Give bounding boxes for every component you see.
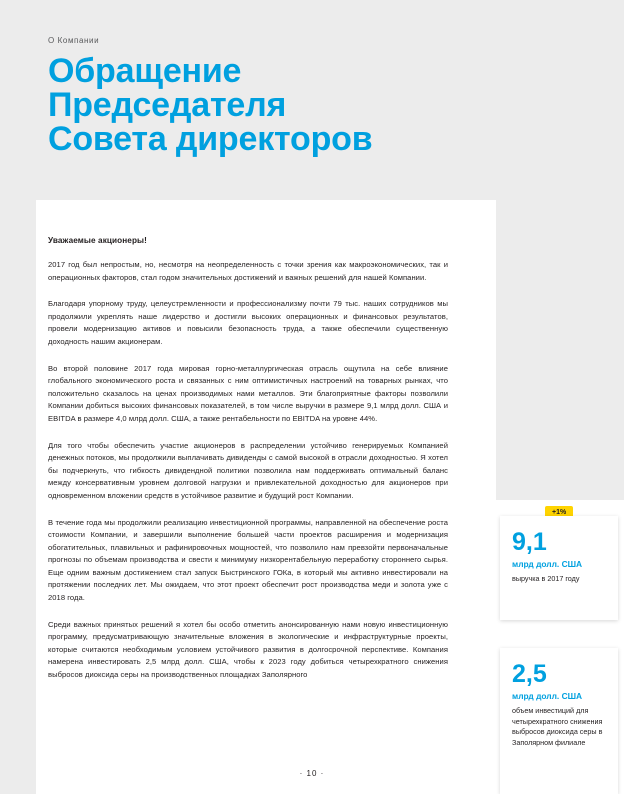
body-column (48, 236, 448, 696)
body-paragraph: Во второй половине 2017 года мировая горно-металлургическая отрасль ощутила на себе влияние глобального экономического роста и связанных с ним оптимистичных настроений на товарных рынках, что положительно сказалось на ценах производимых нами металлов. Эти благоприятные факторы позволили Компании добиться высоких финансовых показателей, в том числе выручки в размере 9,1 млрд долл. США и EBITDA в размере 4,0 млрд долл. США, а также рентабельности по EBITDA на уровне 44%. (48, 363, 448, 423)
kpi-unit: млрд долл. США (512, 559, 583, 569)
page-title-line-3: Совета директоров (48, 120, 373, 158)
kpi-unit: млрд долл. США (512, 691, 583, 701)
right-decorative-band (496, 200, 624, 500)
page-title-line-1: Обращение (48, 52, 242, 90)
left-decorative-band (0, 200, 36, 794)
growth-badge: +1% (545, 506, 573, 519)
page-title-line-2: Председателя (48, 86, 287, 124)
page-title (48, 54, 518, 156)
section-eyebrow: О Компании (48, 36, 100, 45)
page-number: · 10 · (299, 769, 325, 778)
body-paragraph: Для того чтобы обеспечить участие акционеров в распределении устойчиво генерируемых Компанией денежных потоков, мы продолжили выплачивать дивиденды с самой высокой в отрасли доходностью. Я хотел бы подчеркнуть, что гибкость дивидендной политики позволила нам поддерживать оптимальный баланс между консервативным уровнем долговой нагрузки и привлекательной доходностью для акционеров при одновременном вложении средств в устойчивое развитие и будущий рост Компании. (48, 440, 448, 500)
body-paragraph: Благодаря упорному труду, целеустремленности и профессионализму почти 79 тыс. наших сотрудников мы продолжили укреплять наше лидерство и достигли высоких операционных и финансовых результатов, провели модернизацию активов и повысили безопасность труда, а также обеспечили существенную доходность нашим акционерам. (48, 299, 448, 346)
kpi-value: 9,1 (512, 528, 547, 556)
kpi-value: 2,5 (512, 660, 547, 688)
kpi-card-revenue (500, 516, 618, 620)
body-paragraph: В течение года мы продолжили реализацию инвестиционной программы, направленной на обеспечение роста стоимости Компании, и завершили выполнение большей части проектов расширения и модернизация обогатительных, плавильных и рафинировочных мощностей, что позволило нам превзойти первоначальные прогнозы по объемам производства и свести к минимуму низкорентабельную переработку стороннего сырья. Еще одним важным достижением стал запуск Быстринского ГОКа, в который мы активно инвестировали на протяжении последних лет. Мы ожидаем, что этот проект обеспечит рост производства меди и золота уже с 2018 года. (48, 517, 448, 603)
kpi-description: выручка в 2017 году (512, 574, 580, 583)
kpi-description: объем инвестиций для четырехкратного снижения выбросов диоксида серы в Заполярном филиале (512, 706, 603, 747)
body-paragraph: 2017 год был непростым, но, несмотря на неопределенность с точки зрения как макроэкономических, так и операционных факторов, стал годом значительных достижений и важных решений для нашей Компании. (48, 260, 448, 282)
body-paragraph: Среди важных принятых решений я хотел бы особо отметить анонсированную нами новую инвестиционную программу, предусматривающую значительные вложения в экологические и инфраструктурные проекты, которые считаются необходимым условием устойчивого развития в долгосрочной перспективе. Компания намерена инвестировать 2,5 млрд долл. США, чтобы к 2023 году добиться четырехкратного снижения выбросов диоксида серы на производственных площадках Заполярного (48, 619, 448, 680)
salutation: Уважаемые акционеры! (48, 236, 147, 245)
